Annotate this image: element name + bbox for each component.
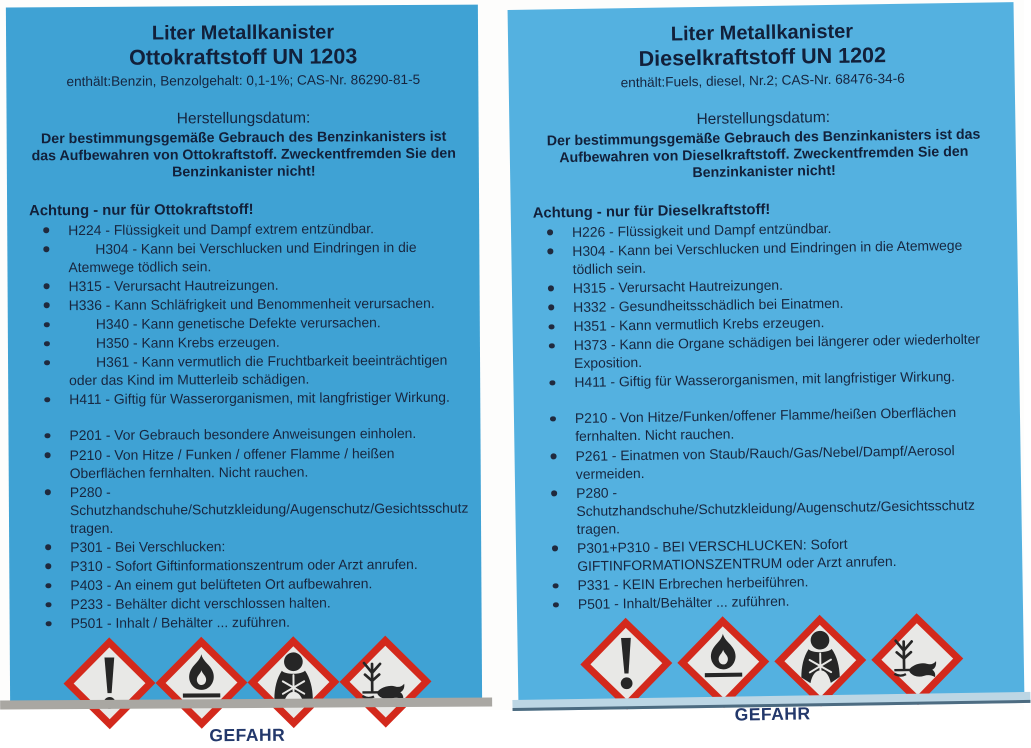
hazard-statements-list xyxy=(29,218,460,409)
precaution-statements-list xyxy=(536,403,1003,615)
bullet-icon xyxy=(548,305,554,311)
precaution-item: P310 - Sofort Giftinformationszentrum oder Arzt anrufen. xyxy=(43,555,461,576)
bullet-icon xyxy=(45,489,51,495)
label-ottokraftstoff xyxy=(6,5,482,746)
bullet-icon xyxy=(44,341,50,347)
precaution-item: P331 - KEIN Erbrechen herbeiführen. xyxy=(550,569,1002,594)
precaution-item: P210 - Von Hitze / Funken / offener Flamme / heißen Oberflächen fernhalten. Nicht rauchen. xyxy=(43,443,461,482)
bullet-icon xyxy=(44,322,50,328)
ghs-environment-icon xyxy=(340,637,430,727)
ghs-exclamation-mark-icon xyxy=(581,619,671,709)
hazard-item: H350 - Kann Krebs erzeugen. xyxy=(42,332,460,353)
bullet-icon xyxy=(551,453,557,459)
title-line-1: Liter Metallkanister xyxy=(670,20,854,46)
bullet-icon xyxy=(44,397,50,403)
bullet-icon xyxy=(549,380,555,386)
bullet-icon xyxy=(550,416,556,422)
title-line-2: Ottokraftstoff UN 1203 xyxy=(129,44,358,70)
bullet-icon xyxy=(552,546,558,552)
signal-word: GEFAHR xyxy=(734,703,811,725)
bullet-icon xyxy=(548,286,554,292)
bullet-icon xyxy=(45,564,51,570)
precaution-item: P501 - Inhalt/Behälter ... zuführen. xyxy=(551,588,1003,613)
hazard-item: H340 - Kann genetische Defekte verursachen. xyxy=(42,313,460,334)
bullet-icon xyxy=(548,324,554,330)
bullet-icon xyxy=(45,583,51,589)
ghs-exclamation-mark-icon xyxy=(64,639,154,729)
hazard-item: H304 - Kann bei Verschlucken und Eindringen in die Atemwege tödlich sein. xyxy=(545,235,998,278)
bullet-icon xyxy=(46,621,52,627)
purpose-statement: Der bestimmungsgemäße Gebrauch des Benzinkanisters ist das Aufbewahren von Ottokraftstoff. Zweckentfremden Sie den Benzinkanister nicht! xyxy=(31,128,457,181)
hazard-item: H304 - Kann bei Verschlucken und Eindringen in die Atemwege tödlich sein. xyxy=(41,237,459,276)
precaution-item: P280 - Schutzhandschuhe/Schutzkleidung/Augenschutz/Gesichtsschutz tragen. xyxy=(43,480,461,537)
precaution-item: P403 - An einem gut belüfteten Ort aufbewahren. xyxy=(43,574,461,595)
contents-line: enthält:Benzin, Benzolgehalt: 0,1-1%; CAS-Nr. 86290-81-5 xyxy=(66,71,421,89)
bullet-icon xyxy=(44,303,50,309)
pictogram-row xyxy=(539,608,1004,710)
hazard-item: H332 - Gesundheitsschädlich bei Einatmen. xyxy=(546,291,998,316)
warning-heading: Achtung - nur für Ottokraftstoff! xyxy=(29,201,254,219)
warning-heading: Achtung - nur für Dieselkraftstoff! xyxy=(532,201,771,222)
precaution-item: P280 - Schutzhandschuhe/Schutzkleidung/Augenschutz/Gesichtsschutz tragen. xyxy=(549,477,1002,538)
precaution-item: P301 - Bei Verschlucken: xyxy=(43,536,461,557)
hazard-item: H411 - Giftig für Wasserorganismen, mit langfristiger Wirkung. xyxy=(547,367,999,392)
label-title xyxy=(530,18,995,73)
precaution-item: P201 - Vor Gebrauch besondere Anweisungen einholen. xyxy=(42,424,460,445)
bullet-icon xyxy=(551,490,557,496)
label-dieselkraftstoff xyxy=(508,2,1025,725)
bullet-icon xyxy=(45,452,51,458)
hazard-item: H315 - Verursacht Hautreizungen. xyxy=(42,275,460,296)
bullet-icon xyxy=(547,229,553,235)
contents-line: enthält:Fuels, diesel, Nr.2; CAS-Nr. 68476-34-6 xyxy=(620,70,905,90)
bullet-icon xyxy=(45,545,51,551)
purpose-statement: Der bestimmungsgemäße Gebrauch des Benzinkanisters ist das Aufbewahren von Dieselkraftstoff. Zweckentfremden Sie den Benzinkanister nicht! xyxy=(546,126,981,182)
ghs-flame-icon xyxy=(678,617,768,707)
hazard-item: H351 - Kann vermutlich Krebs erzeugen. xyxy=(546,310,998,335)
manufacture-date-label: Herstellungsdatum: xyxy=(176,109,311,128)
signal-word: GEFAHR xyxy=(209,725,286,746)
ghs-environment-icon xyxy=(872,614,962,704)
bullet-icon xyxy=(46,602,52,608)
hazard-item: H411 - Giftig für Wasserorganismen, mit langfristiger Wirkung. xyxy=(42,388,460,409)
bullet-icon xyxy=(43,246,49,252)
ghs-flame-icon xyxy=(156,638,246,728)
bullet-icon xyxy=(44,433,50,439)
title-line-1: Liter Metallkanister xyxy=(151,21,335,45)
hazard-statements-list xyxy=(533,216,1000,393)
precaution-item: P233 - Behälter dicht verschlossen halten. xyxy=(43,593,461,614)
pictogram-row xyxy=(32,631,463,729)
bullet-icon xyxy=(553,583,559,589)
ghs-health-hazard-icon xyxy=(248,638,338,728)
precaution-statements-list xyxy=(30,424,469,633)
bullet-icon xyxy=(553,602,559,608)
bullet-icon xyxy=(547,249,553,255)
bullet-icon xyxy=(44,360,50,366)
hazard-item: H361 - Kann vermutlich die Fruchtbarkeit beeinträchtigen oder das Kind im Mutterleib schädigen. xyxy=(42,351,460,390)
title-line-2: Dieselkraftstoff UN 1202 xyxy=(638,43,887,71)
label-title xyxy=(28,21,458,71)
bullet-icon xyxy=(44,284,50,290)
precaution-item: P501 - Inhalt / Behälter ... zuführen. xyxy=(44,612,462,633)
manufacture-date-label: Herstellungsdatum: xyxy=(696,108,831,128)
precaution-item: P210 - Von Hitze/Funken/offener Flamme/heißen Oberflächen fernhalten. Nicht rauchen. xyxy=(548,403,1001,446)
bullet-icon xyxy=(549,343,555,349)
hazard-item: H226 - Flüssigkeit und Dampf entzündbar. xyxy=(545,216,997,241)
precaution-item: P261 - Einatmen von Staub/Rauch/Gas/Nebel/Dampf/Aerosol vermeiden. xyxy=(548,440,1001,483)
hazard-item: H224 - Flüssigkeit und Dampf extrem entzündbar. xyxy=(41,218,459,239)
hazard-item: H336 - Kann Schläfrigkeit und Benommenheit verursachen. xyxy=(42,294,460,315)
ghs-health-hazard-icon xyxy=(775,616,865,706)
bullet-icon xyxy=(43,227,49,233)
hazard-item: H373 - Kann die Organe schädigen bei längerer oder wiederholter Exposition. xyxy=(547,329,1000,372)
precaution-item: P301+P310 - BEI VERSCHLUCKEN: Sofort GIFTINFORMATIONSZENTRUM oder Arzt anrufen. xyxy=(550,532,1003,575)
hazard-item: H315 - Verursacht Hautreizungen. xyxy=(546,272,998,297)
